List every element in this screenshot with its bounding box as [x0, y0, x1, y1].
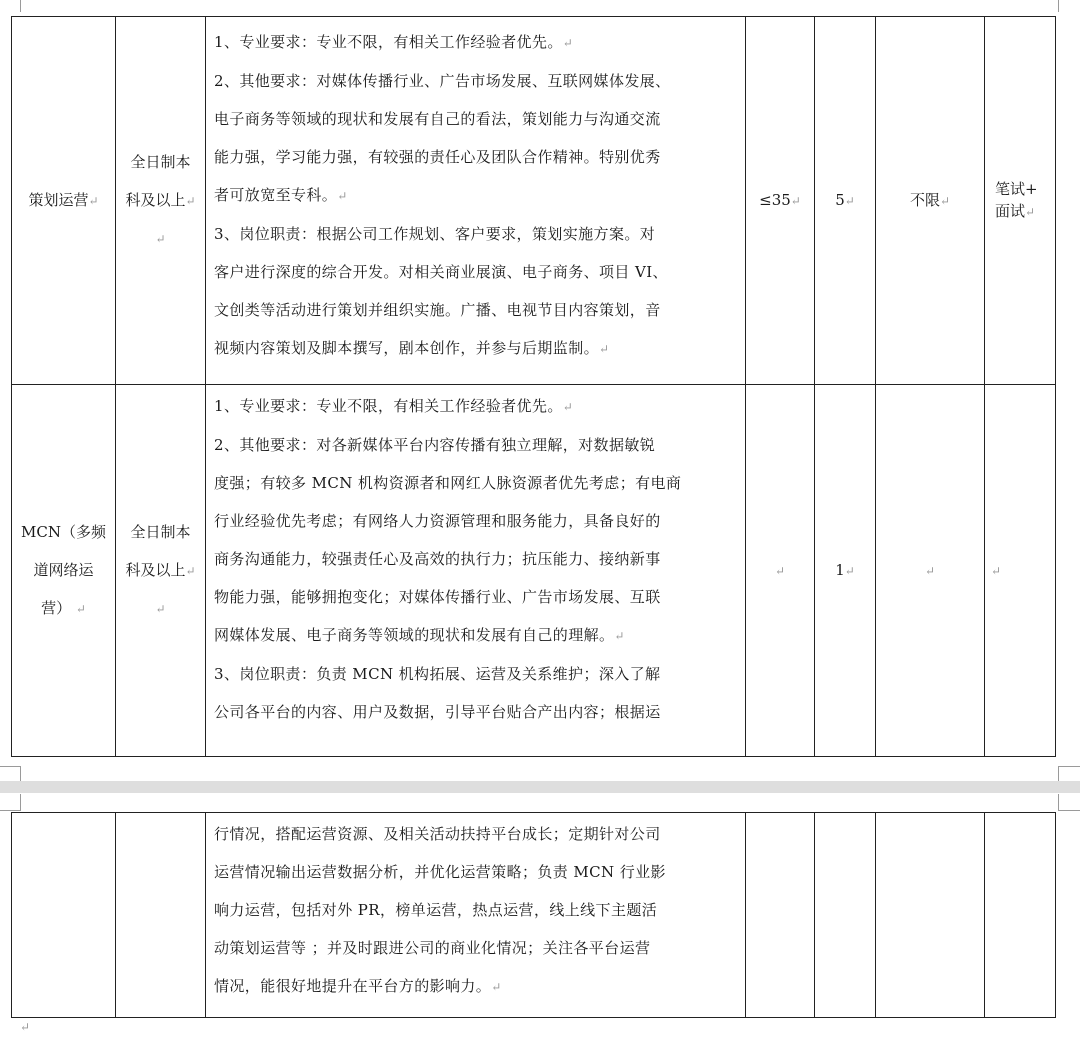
- education-cell: 全日制本 科及以上↵ ↵: [116, 385, 206, 757]
- page-corner-mark: [0, 794, 21, 811]
- requirements-cell: [206, 813, 746, 1018]
- return-mark-icon: ↵: [20, 1020, 31, 1034]
- education-cell: [116, 17, 206, 385]
- requirement-line: 视频内容策划及脚本撰写，剧本创作，并参与后期监制。↵: [214, 339, 610, 357]
- requirement-line: 3、岗位职责：根据公司工作规划、客户要求，策划实施方案。对: [214, 225, 656, 243]
- recruitment-table: [11, 16, 1056, 757]
- major-cell: [876, 813, 985, 1018]
- count-cell: 5↵: [815, 17, 876, 385]
- position-label: 营）: [41, 599, 72, 617]
- requirements-cell: [206, 17, 746, 385]
- table-row: [12, 17, 1056, 385]
- table-row: [12, 385, 1056, 757]
- method-value: 面试: [995, 202, 1026, 220]
- return-mark-icon: ↵: [155, 602, 166, 616]
- education-cell: [116, 813, 206, 1018]
- count-value: 1: [835, 561, 845, 579]
- major-value: 不限: [909, 191, 940, 209]
- requirement-line: 电子商务等领域的现状和发展有自己的看法，策划能力与沟通交流: [214, 110, 661, 128]
- table-row: [12, 813, 1056, 1018]
- recruitment-table-continued: [11, 812, 1056, 1018]
- position-cell: [12, 17, 116, 385]
- requirement-line: 文创类等活动进行策划并组织实施。广播、电视节目内容策划，音: [214, 301, 661, 319]
- age-cell: ↵: [746, 385, 815, 757]
- requirement-line: 情况，能很好地提升在平台方的影响力。↵: [214, 977, 502, 995]
- age-cell: ≤35↵: [746, 17, 815, 385]
- page-corner-mark: [0, 766, 21, 781]
- requirement-line: 公司各平台的内容、用户及数据，引导平台贴合产出内容；根据运: [214, 703, 661, 721]
- method-value: 笔试+: [995, 180, 1038, 198]
- count-value: 5: [835, 191, 845, 209]
- requirement-line: 1、专业要求：专业不限，有相关工作经验者优先。↵: [214, 33, 574, 51]
- requirement-line: 2、其他要求：对媒体传播行业、广告市场发展、互联网媒体发展、: [214, 72, 671, 90]
- requirement-line: 者可放宽至专科。↵: [214, 186, 348, 204]
- count-cell: [815, 813, 876, 1018]
- page-corner-mark: [0, 0, 21, 12]
- page-corner-mark: [1058, 794, 1080, 811]
- requirement-line: 2、其他要求：对各新媒体平台内容传播有独立理解，对数据敏锐: [214, 436, 656, 454]
- requirement-line: 3、岗位职责：负责 MCN 机构拓展、运营及关系维护；深入了解: [214, 665, 661, 683]
- requirement-line: 动策划运营等 ；并及时跟进公司的商业化情况；关注各平台运营: [214, 939, 651, 957]
- age-value: ≤35: [759, 191, 791, 209]
- page-corner-mark: [1058, 0, 1080, 12]
- requirement-line: 物能力强，能够拥抱变化；对媒体传播行业、广告市场发展、互联: [214, 588, 661, 606]
- requirement-line: 网媒体发展、电子商务等领域的现状和发展有自己的理解。↵: [214, 626, 625, 644]
- requirement-line: 能力强，学习能力强，有较强的责任心及团队合作精神。特别优秀: [214, 148, 661, 166]
- return-mark-icon: ↵: [185, 194, 196, 208]
- page-break-gap: [0, 781, 1080, 793]
- requirement-line: 1、专业要求：专业不限，有相关工作经验者优先。↵: [214, 397, 574, 415]
- education-label: 科及以上: [125, 561, 186, 579]
- requirement-line: 商务沟通能力，较强责任心及高效的执行力；抗压能力、接纳新事: [214, 550, 661, 568]
- position-label: 策划运营: [28, 191, 89, 209]
- position-label: MCN（多频: [21, 523, 106, 541]
- method-cell: ↵: [985, 385, 1056, 757]
- requirement-line: 运营情况输出运营数据分析，并优化运营策略；负责 MCN 行业影: [214, 863, 666, 881]
- age-cell: [746, 813, 815, 1018]
- requirement-line: 度强；有较多 MCN 机构资源者和网红人脉资源者优先考虑；有电商: [214, 474, 682, 492]
- requirement-line: 行情况，搭配运营资源、及相关活动扶持平台成长；定期针对公司: [214, 825, 661, 843]
- education-label: 全日制本: [130, 153, 191, 171]
- position-label: 道网络运: [33, 561, 94, 579]
- return-mark-icon: ↵: [155, 232, 166, 246]
- method-cell: 笔试+ 面试↵: [985, 17, 1056, 385]
- education-label: 科及以上: [125, 191, 186, 209]
- requirements-cell: [206, 385, 746, 757]
- requirement-line: 行业经验优先考虑；有网络人力资源管理和服务能力，具备良好的: [214, 512, 661, 530]
- requirement-line: 响力运营，包括对外 PR，榜单运营，热点运营，线上线下主题活: [214, 901, 658, 919]
- requirement-line: 客户进行深度的综合开发。对相关商业展演、电子商务、项目 VI、: [214, 263, 668, 281]
- education-label: 全日制本: [130, 523, 191, 541]
- page-corner-mark: [1058, 766, 1080, 781]
- position-cell: MCN（多频 道网络运 营） ↵: [12, 385, 116, 757]
- count-cell: 1↵: [815, 385, 876, 757]
- return-mark-icon: ↵: [88, 194, 99, 208]
- method-cell: [985, 813, 1056, 1018]
- position-cell: [12, 813, 116, 1018]
- major-cell: 不限↵: [876, 17, 985, 385]
- major-cell: ↵: [876, 385, 985, 757]
